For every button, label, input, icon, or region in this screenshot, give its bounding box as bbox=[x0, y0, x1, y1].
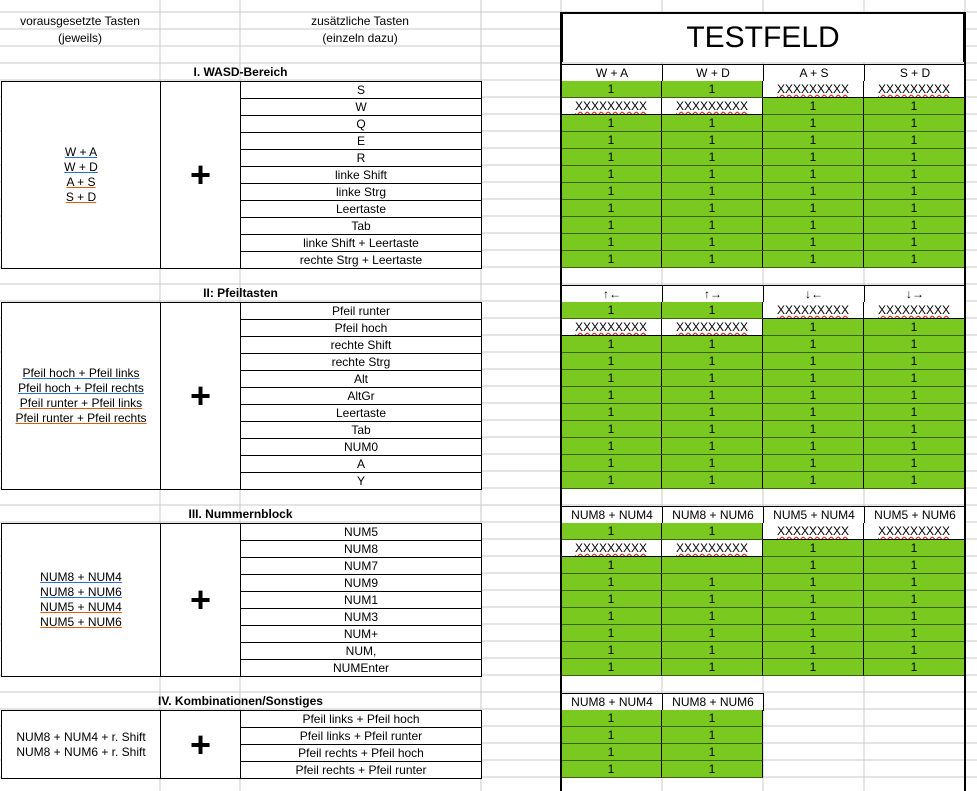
extra-key-cell: Alt bbox=[240, 370, 482, 388]
plus-sign: + bbox=[160, 302, 241, 490]
test-result-cell[interactable]: 1 bbox=[662, 574, 763, 591]
test-result-cell[interactable]: 1 bbox=[662, 608, 763, 625]
test-result-cell[interactable]: 1 bbox=[864, 166, 965, 183]
test-result-cell[interactable]: 1 bbox=[763, 608, 864, 625]
column-header: NUM8 + NUM6 bbox=[662, 693, 764, 711]
test-result-cell[interactable]: 1 bbox=[561, 659, 662, 676]
test-result-cell[interactable]: 1 bbox=[864, 183, 965, 200]
test-result-cell[interactable]: XXXXXXXXX bbox=[864, 81, 965, 98]
test-result-cell[interactable]: 1 bbox=[662, 234, 763, 251]
extra-key-cell: NUM+ bbox=[240, 625, 482, 643]
test-result-cell[interactable]: XXXXXXXXX bbox=[864, 523, 965, 540]
test-result-cell[interactable]: 1 bbox=[561, 642, 662, 659]
header-prereq-line2: (jeweils) bbox=[57, 31, 102, 45]
extra-key-cell: linke Shift bbox=[240, 166, 482, 184]
extra-key-cell: Pfeil hoch bbox=[240, 319, 482, 337]
test-result-cell[interactable]: 1 bbox=[561, 710, 662, 727]
column-header: NUM8 + NUM4 bbox=[561, 693, 663, 711]
test-result-cell[interactable]: 1 bbox=[864, 404, 965, 421]
testfeld-right-border bbox=[964, 12, 966, 791]
test-result-cell[interactable]: 1 bbox=[561, 523, 662, 540]
test-result-cell[interactable]: 1 bbox=[864, 438, 965, 455]
prerequisite-combo: NUM8 + NUM6 bbox=[40, 585, 122, 599]
test-result-cell[interactable]: 1 bbox=[864, 472, 965, 489]
test-result-cell[interactable]: 1 bbox=[763, 472, 864, 489]
test-result-cell[interactable]: 1 bbox=[763, 540, 864, 557]
test-result-cell[interactable]: 1 bbox=[662, 353, 763, 370]
test-result-cell[interactable]: 1 bbox=[864, 642, 965, 659]
test-result-cell[interactable]: 1 bbox=[561, 200, 662, 217]
test-result-cell[interactable]: 1 bbox=[561, 744, 662, 761]
extra-key-cell: E bbox=[240, 132, 482, 150]
test-result-cell[interactable]: 1 bbox=[763, 353, 864, 370]
plus-sign: + bbox=[160, 81, 241, 269]
extra-key-cell: NUM9 bbox=[240, 574, 482, 592]
prerequisite-combo: Pfeil hoch + Pfeil rechts bbox=[18, 381, 144, 395]
extra-key-cell: rechte Strg + Leertaste bbox=[240, 251, 482, 269]
test-result-cell[interactable]: 1 bbox=[561, 421, 662, 438]
test-result-cell[interactable]: 1 bbox=[561, 166, 662, 183]
test-result-cell[interactable]: 1 bbox=[763, 625, 864, 642]
column-header: NUM8 + NUM6 bbox=[662, 506, 764, 524]
test-result-cell[interactable]: 1 bbox=[864, 98, 965, 115]
test-result-cell[interactable]: 1 bbox=[662, 251, 763, 268]
extra-key-cell: rechte Shift bbox=[240, 336, 482, 354]
extra-key-cell: NUM7 bbox=[240, 557, 482, 575]
test-result-cell[interactable]: 1 bbox=[561, 387, 662, 404]
prerequisite-combos bbox=[1, 302, 161, 490]
test-result-cell[interactable]: 1 bbox=[763, 387, 864, 404]
extra-key-cell: linke Strg bbox=[240, 183, 482, 201]
test-result-cell[interactable]: 1 bbox=[864, 455, 965, 472]
extra-key-cell: Pfeil runter bbox=[240, 302, 482, 320]
column-header: ↓→ bbox=[864, 285, 966, 303]
extra-key-cell: NUM0 bbox=[240, 438, 482, 456]
test-result-cell[interactable]: 1 bbox=[763, 659, 864, 676]
column-header: NUM5 + NUM6 bbox=[864, 506, 966, 524]
testfeld-title: TESTFELD bbox=[561, 12, 965, 62]
prerequisite-combos bbox=[1, 710, 161, 779]
test-result-cell[interactable]: 1 bbox=[864, 591, 965, 608]
test-result-cell[interactable]: 1 bbox=[864, 625, 965, 642]
prerequisite-combo: Pfeil runter + Pfeil links bbox=[19, 396, 143, 410]
extra-key-cell: Pfeil links + Pfeil runter bbox=[240, 727, 482, 745]
test-result-cell[interactable]: 1 bbox=[864, 608, 965, 625]
column-header: A + S bbox=[763, 64, 865, 82]
test-result-cell[interactable]: 1 bbox=[763, 591, 864, 608]
section-title: III. Nummernblock bbox=[188, 507, 293, 521]
test-result-cell[interactable]: 1 bbox=[662, 421, 763, 438]
extra-key-cell: A bbox=[240, 455, 482, 473]
prerequisite-combos bbox=[1, 523, 161, 677]
prerequisite-combo: A + S bbox=[66, 175, 96, 189]
test-result-cell[interactable]: 1 bbox=[662, 591, 763, 608]
extra-key-cell: Leertaste bbox=[240, 200, 482, 218]
test-result-cell[interactable]: 1 bbox=[864, 336, 965, 353]
header-extra-line1: zusätzliche Tasten bbox=[311, 14, 409, 28]
test-result-cell[interactable]: 1 bbox=[662, 761, 763, 778]
extra-key-cell: NUMEnter bbox=[240, 659, 482, 677]
test-result-cell[interactable]: 1 bbox=[561, 557, 662, 574]
test-result-cell[interactable]: 1 bbox=[662, 710, 763, 727]
test-result-cell[interactable]: 1 bbox=[561, 438, 662, 455]
test-result-cell[interactable]: XXXXXXXXX bbox=[561, 98, 662, 115]
test-result-cell[interactable]: 1 bbox=[763, 98, 864, 115]
extra-key-cell: R bbox=[240, 149, 482, 167]
extra-key-cell: W bbox=[240, 98, 482, 116]
test-result-cell[interactable]: 1 bbox=[662, 183, 763, 200]
test-result-cell[interactable]: 1 bbox=[561, 727, 662, 744]
test-result-cell[interactable]: 1 bbox=[561, 132, 662, 149]
test-result-cell[interactable]: 1 bbox=[561, 234, 662, 251]
prerequisite-combo: Pfeil hoch + Pfeil links bbox=[22, 366, 140, 380]
prerequisite-combo: NUM5 + NUM4 bbox=[40, 600, 122, 614]
test-result-cell[interactable]: 1 bbox=[561, 353, 662, 370]
column-header: S + D bbox=[864, 64, 966, 82]
column-header: NUM5 + NUM4 bbox=[763, 506, 865, 524]
test-result-cell[interactable]: XXXXXXXXX bbox=[662, 98, 763, 115]
test-result-cell[interactable]: 1 bbox=[561, 217, 662, 234]
extra-key-cell: Q bbox=[240, 115, 482, 133]
test-result-cell[interactable]: 1 bbox=[763, 370, 864, 387]
extra-key-cell: Leertaste bbox=[240, 404, 482, 422]
test-result-cell[interactable]: 1 bbox=[662, 115, 763, 132]
test-result-cell[interactable]: 1 bbox=[763, 166, 864, 183]
test-result-cell[interactable]: XXXXXXXXX bbox=[561, 319, 662, 336]
test-result-cell[interactable]: 1 bbox=[864, 217, 965, 234]
test-result-cell[interactable]: XXXXXXXXX bbox=[763, 302, 864, 319]
test-result-cell[interactable]: 1 bbox=[864, 387, 965, 404]
plus-sign: + bbox=[160, 523, 241, 677]
test-result-cell[interactable]: 1 bbox=[561, 115, 662, 132]
test-result-cell[interactable]: XXXXXXXXX bbox=[561, 540, 662, 557]
test-result-cell[interactable]: 1 bbox=[864, 149, 965, 166]
column-header: W + D bbox=[662, 64, 764, 82]
test-result-cell[interactable]: 1 bbox=[662, 132, 763, 149]
column-header: NUM8 + NUM4 bbox=[561, 506, 663, 524]
test-result-cell[interactable]: 1 bbox=[864, 574, 965, 591]
test-result-cell[interactable]: 1 bbox=[662, 642, 763, 659]
test-result-cell[interactable]: 1 bbox=[662, 81, 763, 98]
test-result-cell[interactable]: 1 bbox=[864, 353, 965, 370]
test-result-cell[interactable]: XXXXXXXXX bbox=[864, 302, 965, 319]
test-result-cell[interactable]: XXXXXXXXX bbox=[763, 81, 864, 98]
test-result-cell[interactable]: 1 bbox=[561, 336, 662, 353]
section-title: IV. Kombinationen/Sonstiges bbox=[158, 694, 323, 708]
test-result-cell[interactable]: 1 bbox=[864, 557, 965, 574]
extra-key-cell: Pfeil rechts + Pfeil hoch bbox=[240, 744, 482, 762]
test-result-cell[interactable]: 1 bbox=[662, 472, 763, 489]
test-result-cell[interactable]: 1 bbox=[864, 234, 965, 251]
test-result-cell[interactable]: 1 bbox=[763, 251, 864, 268]
test-result-cell[interactable]: 1 bbox=[763, 455, 864, 472]
extra-key-cell: NUM3 bbox=[240, 608, 482, 626]
test-result-cell[interactable]: 1 bbox=[662, 727, 763, 744]
test-result-cell[interactable] bbox=[662, 557, 763, 574]
test-result-cell[interactable]: 1 bbox=[561, 455, 662, 472]
test-result-cell[interactable]: 1 bbox=[662, 166, 763, 183]
testfeld-left-border bbox=[560, 12, 562, 791]
test-result-cell[interactable]: 1 bbox=[662, 302, 763, 319]
test-result-cell[interactable]: 1 bbox=[561, 404, 662, 421]
test-result-cell[interactable]: 1 bbox=[864, 200, 965, 217]
test-result-cell[interactable]: 1 bbox=[561, 251, 662, 268]
prerequisite-combo: W + D bbox=[64, 160, 98, 174]
test-result-cell[interactable]: 1 bbox=[561, 183, 662, 200]
test-result-cell[interactable]: 1 bbox=[561, 302, 662, 319]
test-result-cell[interactable]: 1 bbox=[662, 625, 763, 642]
test-result-cell[interactable]: 1 bbox=[864, 115, 965, 132]
prerequisite-combo: NUM5 + NUM6 bbox=[40, 615, 122, 629]
test-result-cell[interactable]: 1 bbox=[662, 370, 763, 387]
test-result-cell[interactable]: 1 bbox=[662, 336, 763, 353]
extra-key-cell: Pfeil links + Pfeil hoch bbox=[240, 710, 482, 728]
column-header: W + A bbox=[561, 64, 663, 82]
prerequisite-combo: S + D bbox=[65, 190, 97, 204]
test-result-cell[interactable]: 1 bbox=[561, 591, 662, 608]
test-result-cell[interactable]: 1 bbox=[763, 149, 864, 166]
header-prereq-line1: vorausgesetzte Tasten bbox=[20, 14, 140, 28]
prerequisite-combo: NUM8 + NUM4 bbox=[40, 570, 122, 584]
prerequisite-combos bbox=[1, 81, 161, 269]
test-result-cell[interactable]: 1 bbox=[561, 625, 662, 642]
extra-key-cell: Tab bbox=[240, 217, 482, 235]
test-result-cell[interactable]: 1 bbox=[864, 132, 965, 149]
test-result-cell[interactable]: 1 bbox=[864, 659, 965, 676]
test-result-cell[interactable]: 1 bbox=[763, 336, 864, 353]
test-result-cell[interactable]: 1 bbox=[662, 200, 763, 217]
prerequisite-combo: Pfeil runter + Pfeil rechts bbox=[15, 411, 147, 425]
extra-key-cell: NUM5 bbox=[240, 523, 482, 541]
prerequisite-combo: NUM8 + NUM6 + r. Shift bbox=[16, 744, 146, 759]
test-result-cell[interactable]: 1 bbox=[561, 81, 662, 98]
test-result-cell[interactable]: 1 bbox=[763, 132, 864, 149]
test-result-cell[interactable]: XXXXXXXXX bbox=[763, 523, 864, 540]
section-title: I. WASD-Bereich bbox=[193, 65, 288, 79]
test-result-cell[interactable]: XXXXXXXXX bbox=[662, 319, 763, 336]
test-result-cell[interactable]: 1 bbox=[763, 642, 864, 659]
test-result-cell[interactable]: 1 bbox=[763, 183, 864, 200]
test-result-cell[interactable]: 1 bbox=[864, 540, 965, 557]
test-result-cell[interactable]: 1 bbox=[763, 421, 864, 438]
extra-key-cell: NUM8 bbox=[240, 540, 482, 558]
extra-key-cell: S bbox=[240, 81, 482, 99]
test-result-cell[interactable]: 1 bbox=[662, 455, 763, 472]
test-result-cell[interactable]: 1 bbox=[662, 659, 763, 676]
test-result-cell[interactable]: 1 bbox=[763, 319, 864, 336]
test-result-cell[interactable]: 1 bbox=[662, 387, 763, 404]
test-result-cell[interactable]: 1 bbox=[662, 523, 763, 540]
extra-key-cell: rechte Strg bbox=[240, 353, 482, 371]
test-result-cell[interactable]: 1 bbox=[763, 200, 864, 217]
column-header: ↑← bbox=[561, 285, 663, 303]
test-result-cell[interactable]: 1 bbox=[561, 574, 662, 591]
test-result-cell[interactable]: 1 bbox=[763, 217, 864, 234]
prerequisite-combo: NUM8 + NUM4 + r. Shift bbox=[16, 729, 146, 744]
test-result-cell[interactable]: 1 bbox=[864, 251, 965, 268]
test-result-cell[interactable]: 1 bbox=[561, 472, 662, 489]
column-header: ↓← bbox=[763, 285, 865, 303]
test-result-cell[interactable]: 1 bbox=[864, 370, 965, 387]
extra-key-cell: Pfeil rechts + Pfeil runter bbox=[240, 761, 482, 779]
extra-key-cell: NUM, bbox=[240, 642, 482, 660]
column-header: ↑→ bbox=[662, 285, 764, 303]
test-result-cell[interactable]: 1 bbox=[662, 404, 763, 421]
test-result-cell[interactable]: 1 bbox=[561, 761, 662, 778]
test-result-cell[interactable]: 1 bbox=[561, 370, 662, 387]
extra-key-cell: AltGr bbox=[240, 387, 482, 405]
extra-key-cell: linke Shift + Leertaste bbox=[240, 234, 482, 252]
test-result-cell[interactable]: 1 bbox=[763, 574, 864, 591]
extra-key-cell: Tab bbox=[240, 421, 482, 439]
test-result-cell[interactable]: 1 bbox=[864, 421, 965, 438]
section-title: II: Pfeiltasten bbox=[203, 286, 278, 300]
extra-key-cell: Y bbox=[240, 472, 482, 490]
test-result-cell[interactable]: XXXXXXXXX bbox=[662, 540, 763, 557]
test-result-cell[interactable]: 1 bbox=[662, 744, 763, 761]
test-result-cell[interactable]: 1 bbox=[763, 234, 864, 251]
test-result-cell[interactable]: 1 bbox=[864, 319, 965, 336]
test-result-cell[interactable]: 1 bbox=[662, 217, 763, 234]
test-result-cell[interactable]: 1 bbox=[763, 438, 864, 455]
test-result-cell[interactable]: 1 bbox=[763, 404, 864, 421]
test-result-cell[interactable]: 1 bbox=[561, 149, 662, 166]
plus-sign: + bbox=[160, 710, 241, 779]
test-result-cell[interactable]: 1 bbox=[763, 115, 864, 132]
test-result-cell[interactable]: 1 bbox=[662, 438, 763, 455]
test-result-cell[interactable]: 1 bbox=[561, 608, 662, 625]
test-result-cell[interactable]: 1 bbox=[763, 557, 864, 574]
header-extra-line2: (einzeln dazu) bbox=[322, 31, 398, 45]
extra-key-cell: NUM1 bbox=[240, 591, 482, 609]
test-result-cell[interactable]: 1 bbox=[662, 149, 763, 166]
prerequisite-combo: W + A bbox=[64, 145, 98, 159]
